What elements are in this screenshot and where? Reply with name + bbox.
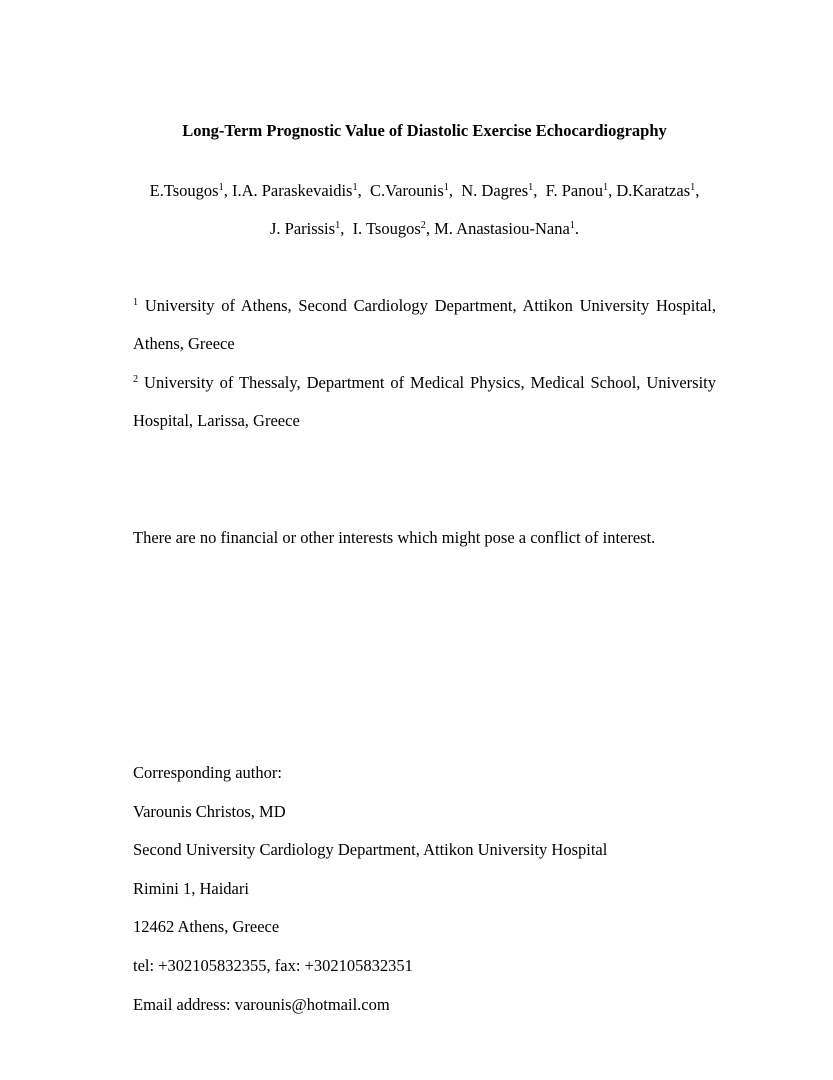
corresponding-author-tel-fax: tel: +302105832355, fax: +302105832351 xyxy=(133,955,413,975)
affiliation-1-line-1: $^1$ University of Athens, Second Cardiology Department, Attikon University Hospital, xyxy=(133,296,716,315)
corresponding-author-name: Varounis Christos, MD xyxy=(133,801,286,821)
conflict-of-interest-statement: There are no financial or other interests which might pose a conflict of interest. xyxy=(133,528,656,547)
corresponding-author-label: Corresponding author: xyxy=(133,763,282,782)
corresponding-author-block xyxy=(133,754,716,1024)
corresponding-author-email: Email address: varounis@hotmail.com xyxy=(133,994,390,1014)
affiliation-1-line-2: Athens, Greece xyxy=(133,334,235,353)
paper-title: Long-Term Prognostic Value of Diastolic Exercise Echocardiography xyxy=(182,121,667,140)
corresponding-author-street: Rimini 1, Haidari xyxy=(133,878,249,898)
corresponding-author-department: Second University Cardiology Department, Attikon University Hospital xyxy=(133,840,608,860)
affiliation-2-line-1: $^2$ University of Thessaly, Department of Medical Physics, Medical School, University xyxy=(133,373,716,392)
affiliation-2-line-2: Hospital, Larissa, Greece xyxy=(133,411,300,430)
authors-line-2: J. Parissis$^1$, I. Tsougos$^2$, M. Anastasiou-Nana$^1$. xyxy=(269,219,580,238)
corresponding-author-city: 12462 Athens, Greece xyxy=(133,917,280,937)
authors-line-1: E.Tsougos$^1$, I.A. Paraskevaidis$^1$, C.Varounis$^1$, N. Dagres$^1$, F. Panou$^1$, D.Karatzas$^1$, xyxy=(149,181,700,200)
